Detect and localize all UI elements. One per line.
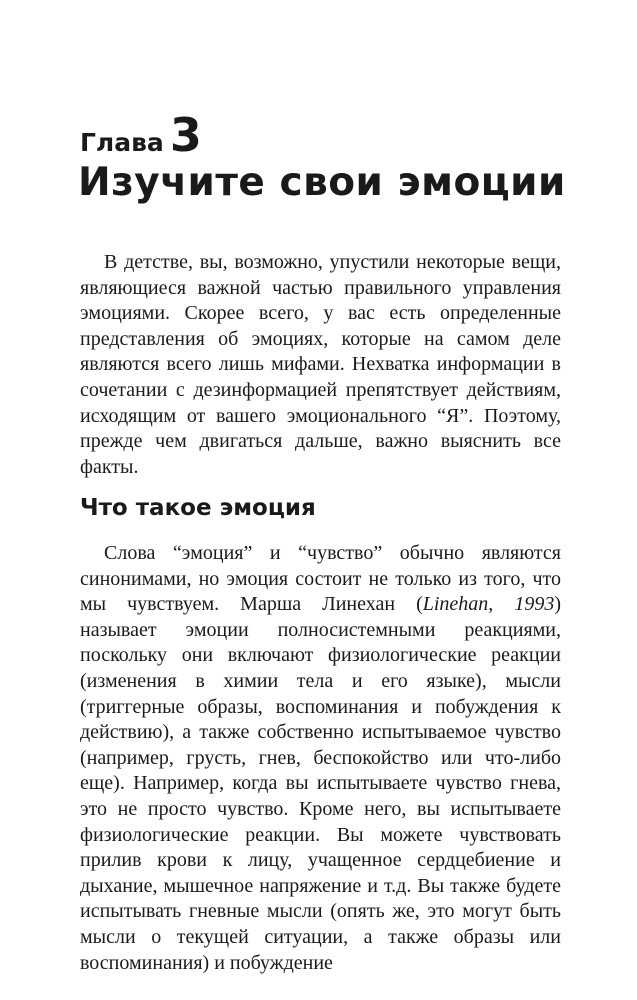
chapter-label bbox=[80, 108, 202, 162]
chapter-word: Глава bbox=[80, 128, 164, 157]
intro-paragraph: В детстве, вы, возможно, упустили некоторые вещи, являющиеся важной частью правильного управления эмоциями. Скорее всего, у вас есть определенные представления об эмоциях, которые на самом деле являются всего лишь мифами. Нехватка информации в сочетании с дезинформацией препятствует действиям, исходящим от вашего эмоционального “Я”. Поэтому, прежде чем двигаться дальше, важно выяснить все факты. bbox=[80, 251, 561, 478]
section-heading: Что такое эмоция bbox=[80, 495, 316, 521]
citation: Linehan, 1993 bbox=[422, 593, 555, 616]
section-text-part-1: Слова “эмоция” и “чувство” обычно являются синонимами, но эмоция состоит не только из того, что мы чувствуем. Марша Линехан ( bbox=[80, 542, 561, 616]
chapter-title: Изучите свои эмоции bbox=[78, 160, 566, 205]
section-paragraph bbox=[80, 541, 561, 976]
section-text-part-2: ) называет эмоции полносистемными реакциями, поскольку они включают физиологические реакции (изменения в химии тела и его языке), мысли (триггерные образы, воспоминания и побуждения к действию), а также собственно испытываемое чувство (например, грусть, гнев, беспокойство или что-либо еще). Например, когда вы испытываете чувство гнева, это не просто чувство. Кроме него, вы испытываете физиологические реакции. Вы можете чувствовать прилив крови к лицу, учащенное сердцебиение и дыхание, мышечное напряжение и т.д. Вы также будете испытывать гневные мысли (опять же, это могут быть мысли о текущей ситуации, а также образы или воспоминания) и побуждение bbox=[80, 593, 562, 974]
chapter-number: 3 bbox=[169, 108, 202, 162]
